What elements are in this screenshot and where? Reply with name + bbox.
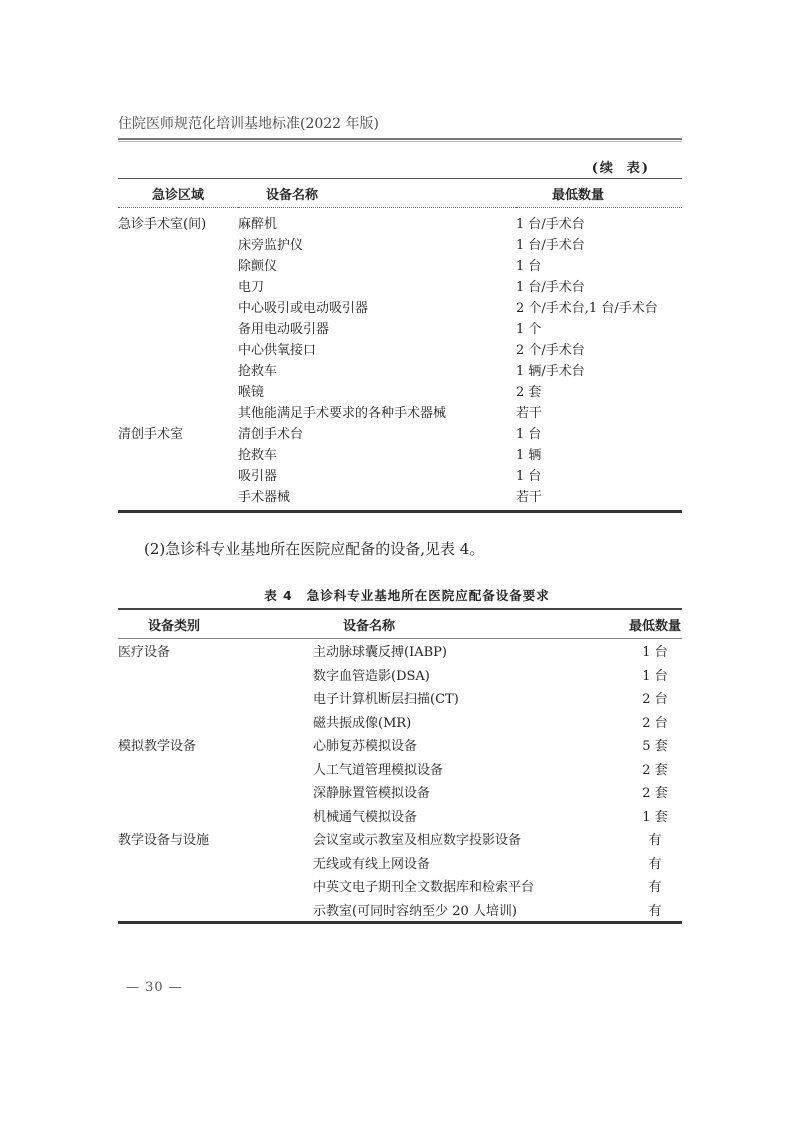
cell-min-qty: 1 台 [516,469,542,484]
cell-category [118,804,313,828]
cell-equipment-name: 清创手术台 [238,427,304,442]
cell-category [118,898,313,923]
cell-equipment-name: 中英文电子期刊全文数据库和检索平台 [313,880,535,896]
table-row [118,851,682,875]
cell-equipment-name: 主动脉球囊反搏(IABP) [313,645,447,661]
cell-min-qty: 有 [648,856,662,872]
continued-label [580,157,650,176]
header-rule [118,138,682,140]
cell-min-qty: 1 辆 [516,448,542,463]
column-header-category: 设备类别 [118,609,313,639]
table-row [118,296,682,317]
cell-area: 清创手术室 [118,427,184,442]
cell-area [118,233,238,254]
page-number: — 30 — [126,980,183,995]
table-row [118,827,682,851]
cell-area [118,317,238,338]
cell-min-qty: 1 台 [516,427,542,442]
cell-equipment-name: 其他能满足手术要求的各种手术器械 [238,406,447,421]
cell-min-qty: 1 套 [642,809,668,825]
cell-category [118,710,313,734]
cell-equipment-name: 中心供氧接口 [238,343,317,358]
table-row [118,233,682,254]
cell-equipment-name: 心肺复苏模拟设备 [313,739,418,755]
table-row [118,317,682,338]
cell-area [118,380,238,401]
cell-min-qty: 2 套 [642,762,668,778]
table-row [118,464,682,485]
cell-category: 教学设备与设施 [118,833,210,849]
table-row [118,898,682,923]
cell-category [118,780,313,804]
cell-min-qty: 1 个 [516,322,542,337]
table-row [118,686,682,710]
cell-min-qty: 2 套 [642,786,668,802]
cell-area [118,254,238,275]
table-row [118,208,682,234]
cell-area [118,275,238,296]
table-row [118,422,682,443]
cell-equipment-name: 喉镜 [238,385,265,400]
table-caption-number: 表 4 [264,588,293,603]
cell-min-qty: 5 套 [642,739,668,755]
cell-category [118,663,313,687]
cell-area [118,296,238,317]
table-row [118,639,682,663]
cell-equipment-name: 麻醉机 [238,217,278,232]
continued-label-close: 表) [626,161,650,176]
table-header-row [118,179,682,208]
cell-min-qty: 2 台 [642,692,668,708]
table-row [118,485,682,512]
table-row [118,804,682,828]
cell-area: 急诊手术室(间) [118,217,207,232]
cell-equipment-name: 除颤仪 [238,259,278,274]
column-header-qty: 最低数量 [628,609,682,639]
cell-equipment-name: 备用电动吸引器 [238,322,330,337]
cell-min-qty: 1 台/手术台 [516,217,585,232]
cell-min-qty: 1 台/手术台 [516,238,585,253]
column-header-qty: 最低数量 [516,179,682,208]
table-row [118,254,682,275]
cell-min-qty: 2 台 [642,715,668,731]
column-header-name: 设备名称 [238,179,516,208]
running-header: 住院医师规范化培训基地标准(2022 年版) [118,116,380,132]
cell-equipment-name: 磁共振成像(MR) [313,715,412,731]
cell-category [118,757,313,781]
cell-equipment-name: 电刀 [238,280,265,295]
hospital-equipment-table [118,608,682,924]
table-row [118,380,682,401]
table-caption [0,586,800,604]
table-row [118,874,682,898]
cell-min-qty: 1 台 [642,645,668,661]
cell-min-qty: 2 个/手术台,1 台/手术台 [516,301,658,316]
column-header-name: 设备名称 [313,609,628,639]
cell-min-qty: 1 台 [642,668,668,684]
cell-min-qty: 1 台 [516,259,542,274]
emergency-surgery-equipment-table [118,178,682,513]
continued-label-open: (续 [591,161,615,176]
cell-equipment-name: 中心吸引或电动吸引器 [238,301,369,316]
table-row [118,663,682,687]
table-row [118,757,682,781]
table-row [118,710,682,734]
table-row [118,401,682,422]
cell-area [118,359,238,380]
cell-min-qty: 2 套 [516,385,542,400]
cell-min-qty: 1 辆/手术台 [516,364,585,379]
cell-equipment-name: 电子计算机断层扫描(CT) [313,692,459,708]
cell-category: 模拟教学设备 [118,739,197,755]
table-caption-title: 急诊科专业基地所在医院应配备设备要求 [306,588,550,603]
cell-equipment-name: 机械通气模拟设备 [313,809,418,825]
cell-equipment-name: 人工气道管理模拟设备 [313,762,444,778]
table-header-row [118,609,682,639]
cell-equipment-name: 示教室(可同时容纳至少 20 人培训) [313,903,517,919]
cell-equipment-name: 抢救车 [238,448,278,463]
cell-equipment-name: 无线或有线上网设备 [313,856,431,872]
cell-min-qty: 有 [648,833,662,849]
cell-area [118,401,238,422]
table-row [118,275,682,296]
cell-category [118,851,313,875]
cell-min-qty: 2 个/手术台 [516,343,585,358]
cell-min-qty: 若干 [516,406,543,421]
cell-category [118,686,313,710]
cell-equipment-name: 吸引器 [238,469,278,484]
cell-equipment-name: 手术器械 [238,490,291,505]
cell-min-qty: 1 台/手术台 [516,280,585,295]
cell-min-qty: 若干 [516,490,543,505]
cell-category: 医疗设备 [118,645,171,661]
table-row [118,733,682,757]
body-paragraph: (2)急诊科专业基地所在医院应配备的设备,见表 4。 [144,540,485,558]
cell-min-qty: 有 [648,903,662,919]
cell-area [118,338,238,359]
table-row [118,443,682,464]
cell-equipment-name: 深静脉置管模拟设备 [313,786,431,802]
cell-category [118,874,313,898]
cell-equipment-name: 会议室或示教室及相应数字投影设备 [313,833,522,849]
table-row [118,338,682,359]
cell-min-qty: 有 [648,880,662,896]
header-rule-thin [118,141,682,142]
cell-area [118,443,238,464]
cell-equipment-name: 床旁监护仪 [238,238,304,253]
cell-equipment-name: 数字血管造影(DSA) [313,668,430,684]
table-row [118,780,682,804]
cell-equipment-name: 抢救车 [238,364,278,379]
cell-area [118,485,238,512]
table-row [118,359,682,380]
cell-area [118,464,238,485]
column-header-area: 急诊区域 [118,179,238,208]
